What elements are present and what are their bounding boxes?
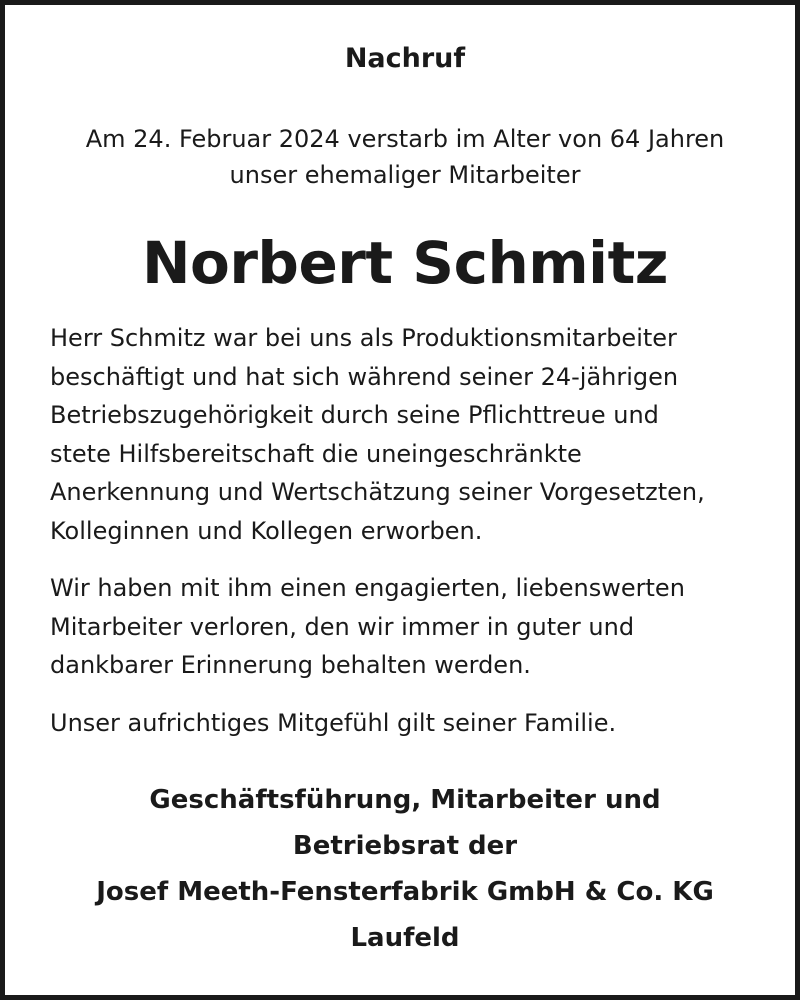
paragraph-line: Mitarbeiter verloren, den wir immer in guter und [50, 612, 635, 641]
signature-line: Laufeld [350, 923, 460, 953]
paragraph-line: beschäftigt und hat sich während seiner 24-jährigen [50, 362, 679, 391]
signature-line: Betriebsrat der [292, 831, 518, 861]
intro-text [5, 121, 800, 193]
paragraph-line: Wir haben mit ihm einen engagierten, liebenswerten [50, 574, 685, 602]
paragraph-line: Anerkennung und Wertschätzung seiner Vorgesetzten, [50, 478, 705, 506]
deceased-name: Norbert Schmitz [141, 229, 669, 297]
remembrance-paragraph [50, 569, 685, 685]
paragraph-line: Herr Schmitz war bei uns als Produktionsmitarbeiter [50, 324, 677, 352]
paragraph-line: Kolleginnen und Kollegen erworben. [50, 516, 483, 545]
paragraph-line: dankbarer Erinnerung behalten werden. [50, 651, 531, 679]
paragraph-line: Betriebszugehörigkeit durch seine Pflichttreue und [50, 401, 659, 429]
paragraph-line: stete Hilfsbereitschaft die uneingeschränkte [50, 439, 582, 468]
intro-line: Am 24. Februar 2024 verstarb im Alter von 64 Jahren [85, 125, 725, 153]
paragraph-line: Unser aufrichtiges Mitgefühl gilt seiner Familie. [50, 709, 617, 737]
intro-line: unser ehemaliger Mitarbeiter [229, 161, 581, 189]
condolence-paragraph [50, 704, 616, 743]
notice-heading: Nachruf [344, 43, 466, 74]
signature-line: Josef Meeth-Fensterfabrik GmbH & Co. KG [96, 877, 714, 907]
signature-line: Geschäftsführung, Mitarbeiter und [149, 785, 661, 815]
tribute-paragraph [50, 319, 705, 550]
signature-block [5, 777, 800, 961]
